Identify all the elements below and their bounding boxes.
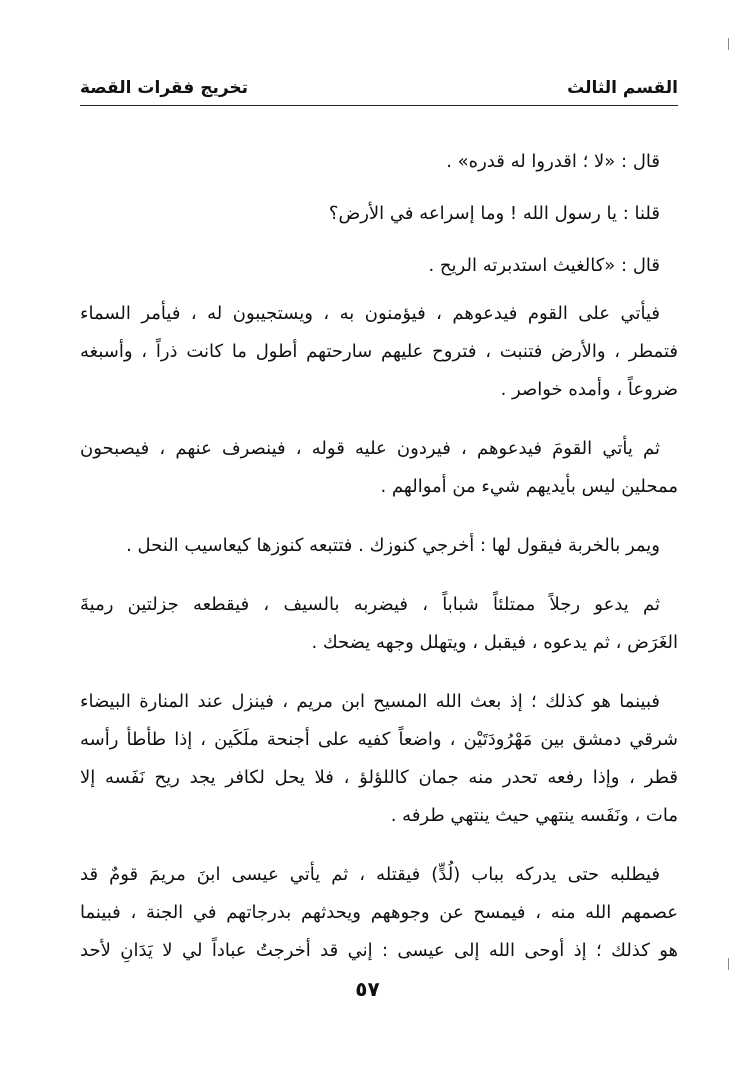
text-line: فيطلبه حتى يدركه بباب (لُدٍّ) فيقتله ، ثم يأتي عيسى ابنَ مريمَ قومٌ قد xyxy=(80,864,660,885)
text-line: ثم يدعو رجلاً ممتلئاً شباباً ، فيضربه بالسيف ، فيقطعه جزلتين رميةَ xyxy=(80,594,660,615)
text-line: فبينما هو كذلك ؛ إذ بعث الله المسيح ابن مريم ، فينزل عند المنارة البيضاء xyxy=(80,691,660,712)
margin-tick-top-right xyxy=(728,38,729,50)
dialogue-line: قال : «كالغيث استدبرته الريح . xyxy=(428,255,660,276)
text-line: فتمطر ، والأرض فتنبت ، فتروح عليهم سارحتهم أطول ما كانت ذراً ، وأسبغه xyxy=(80,341,678,362)
text-line: هو كذلك ؛ إذ أوحى الله إلى عيسى : إني قد أخرجتُ عباداً لي لا يَدَانِ لأحد xyxy=(80,940,678,961)
page-number: ٥٧ xyxy=(355,977,380,1001)
chapter-title: تخريج فقرات القصة xyxy=(80,78,249,98)
text-line: ويمر بالخربة فيقول لها : أخرجي كنوزك . فتتبعه كنوزها كيعاسيب النحل . xyxy=(126,535,660,556)
margin-tick-bottom-right xyxy=(728,958,729,970)
text-line: مات ، ونَفَسه ينتهي حيث ينتهي طرفه . xyxy=(390,805,678,826)
text-line: ممحلين ليس بأيديهم شيء من أموالهم . xyxy=(380,476,678,497)
paragraph xyxy=(80,674,678,839)
paragraph xyxy=(80,421,678,510)
paragraph xyxy=(80,286,678,413)
text-line: ضروعاً ، وأمده خواصر . xyxy=(500,379,678,400)
text-line: عصمهم الله منه ، فيمسح عن وجوههم ويحدثهم بدرجاتهم في الجنة ، فبينما xyxy=(80,902,678,923)
page-body xyxy=(80,148,678,974)
paragraph xyxy=(80,518,678,569)
text-line: قطر ، وإذا رفعه تحدر منه جمان كاللؤلؤ ، فلا يحل لكافر يجد ريح نَفَسه إلا xyxy=(80,767,678,788)
paragraph xyxy=(80,577,678,666)
paragraph xyxy=(80,847,678,974)
text-line: فيأتي على القوم فيدعوهم ، فيؤمنون به ، ويستجيبون له ، فيأمر السماء xyxy=(80,303,660,324)
section-title: القسم الثالث xyxy=(567,78,678,98)
dialogue-line: قلنا : يا رسول الله ! وما إسراعه في الأرض؟ xyxy=(328,203,660,224)
running-header xyxy=(80,74,678,102)
dialogue-line: قال : «لا ؛ اقدروا له قدره» . xyxy=(446,151,660,172)
text-line: شرقي دمشق بين مَهْرُودَتَيْن ، واضعاً كفيه على أجنحة ملَكَين ، إذا طأطأ رأسه xyxy=(80,729,678,750)
header-rule xyxy=(80,105,678,106)
text-line: ثم يأتي القومَ فيدعوهم ، فيردون عليه قوله ، فينصرف عنهم ، فيصبحون xyxy=(80,438,660,459)
text-line: الغَرَض ، ثم يدعوه ، فيقبل ، ويتهلل وجهه يضحك . xyxy=(311,632,678,653)
